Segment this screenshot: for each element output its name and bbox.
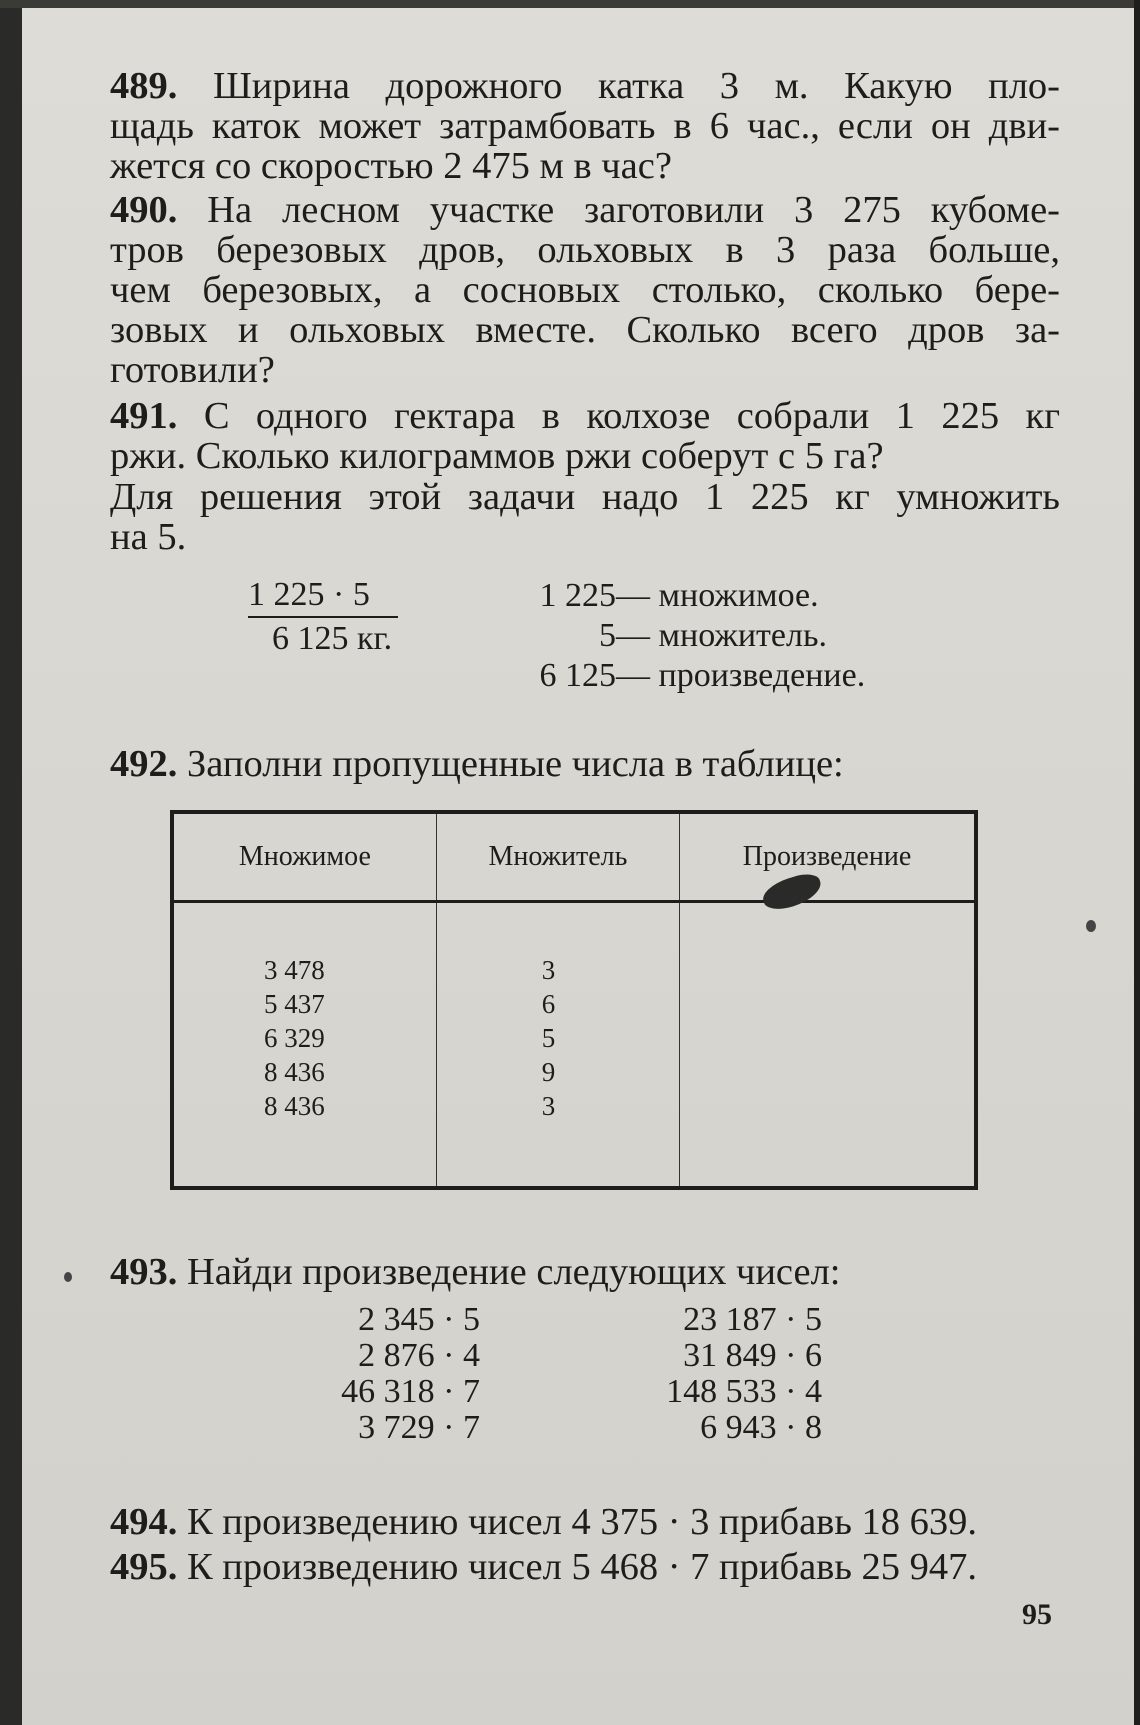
term-value: 5	[599, 617, 616, 654]
term-label: — множитель.	[616, 617, 827, 654]
product-column-empty	[680, 902, 976, 1189]
problem-490-line-3: чем березовых, а сосновых столько, сколько бере-	[110, 269, 1060, 311]
problem-495-text: К произведению чисел 5 468 · 7 прибавь 25 947.	[187, 1546, 978, 1588]
product-expression: 23 187 · 5	[683, 1301, 822, 1338]
problem-490-text-1: На лесном участке заготовили 3 275 кубоме-	[207, 189, 1060, 231]
table-cell: 3	[541, 955, 556, 985]
problem-491	[110, 396, 1060, 476]
term-definitions	[526, 576, 865, 696]
table-cell: 5 437	[264, 989, 325, 1019]
table-cell: 8 436	[264, 1057, 325, 1087]
problem-489-line-1	[110, 66, 1060, 106]
problem-491-explain-1: Для решения этой задачи надо 1 225 кг умножить	[110, 476, 1060, 518]
multiplier-column	[436, 902, 679, 1189]
example-rule	[248, 616, 398, 618]
product-expression: 6 943 · 8	[700, 1409, 822, 1446]
header-multiplier: Множитель	[436, 812, 679, 902]
term-value: 6 125	[539, 657, 616, 694]
problem-490-line-1	[110, 190, 1060, 230]
table-cell: 3	[541, 1091, 556, 1121]
scan-edge-left	[0, 0, 22, 1725]
problem-492-number: 492.	[110, 743, 178, 785]
problem-493	[110, 1250, 841, 1294]
problem-489-text-1: Ширина дорожного катка 3 м. Какую пло-	[212, 65, 1060, 107]
products-left-column	[341, 1302, 480, 1446]
table-cell: 3 478	[264, 955, 325, 985]
example-result: 6 125 кг.	[272, 620, 393, 657]
problem-491-explanation	[110, 477, 1060, 557]
problem-495	[110, 1545, 977, 1589]
problem-492-text: Заполни пропущенные числа в таблице:	[187, 743, 844, 785]
scan-edge-right	[1134, 0, 1140, 1725]
problem-494-text: К произведению чисел 4 375 · 3 прибавь 18 639.	[187, 1501, 978, 1543]
problem-494-number: 494.	[110, 1501, 178, 1543]
product-expression: 2 876 · 4	[358, 1337, 480, 1374]
problem-489	[110, 66, 1060, 186]
example-expression: 1 225 · 5	[248, 576, 370, 613]
problem-494	[110, 1500, 977, 1544]
table-cell: 6	[541, 989, 556, 1019]
multiplication-table	[170, 810, 978, 1190]
problem-491-explain-2: на 5.	[110, 516, 187, 558]
problem-490-line-2: тров березовых дров, ольховых в 3 раза больше,	[110, 229, 1060, 271]
product-expression: 148 533 · 4	[666, 1373, 822, 1410]
table-cell: 9	[541, 1057, 556, 1087]
scan-edge-top	[0, 0, 1140, 8]
problem-489-line-2: щадь каток может затрамбовать в 6 час., если он дви-	[110, 105, 1060, 147]
problem-489-number: 489.	[110, 65, 178, 107]
problem-490-line-5: готовили?	[110, 349, 275, 391]
table-cell: 6 329	[264, 1023, 325, 1053]
problem-490-number: 490.	[110, 189, 178, 231]
header-multiplicand: Множимое	[172, 812, 436, 902]
table-cell: 8 436	[264, 1091, 325, 1121]
multiplication-example	[248, 576, 398, 658]
product-expression: 46 318 · 7	[341, 1373, 480, 1410]
term-row	[526, 656, 865, 696]
product-expression: 3 729 · 7	[358, 1409, 480, 1446]
table-header-row	[172, 812, 976, 902]
header-product: Произведение	[680, 812, 976, 902]
term-value: 1 225	[539, 577, 616, 614]
product-expression: 2 345 · 5	[358, 1301, 480, 1338]
multiplicand-column	[172, 902, 436, 1189]
problem-490-line-4: зовых и ольховых вместе. Сколько всего дров за-	[110, 309, 1060, 351]
problem-491-line-2: ржи. Сколько килограммов ржи соберут с 5 га?	[110, 435, 884, 477]
page-number: 95	[1022, 1598, 1052, 1631]
problem-491-number: 491.	[110, 395, 178, 437]
scan-speck	[1086, 920, 1096, 932]
product-expression: 31 849 · 6	[683, 1337, 822, 1374]
problem-491-text-1: С одного гектара в колхозе собрали 1 225 кг	[203, 395, 1061, 437]
scan-speck	[64, 1272, 72, 1282]
term-row	[526, 616, 865, 656]
products-right-column	[666, 1302, 822, 1446]
term-row	[526, 576, 865, 616]
problem-495-number: 495.	[110, 1546, 178, 1588]
term-label: — множимое.	[616, 577, 819, 614]
problem-489-line-3: жется со скоростью 2 475 м в час?	[110, 145, 672, 187]
problem-492	[110, 742, 844, 786]
table-body-row	[172, 902, 976, 1189]
problem-491-line-1	[110, 396, 1060, 436]
problem-493-number: 493.	[110, 1251, 178, 1293]
table-cell: 5	[541, 1023, 556, 1053]
problem-490	[110, 190, 1060, 390]
term-label: — произведение.	[616, 657, 866, 694]
problem-493-text: Найди произведение следующих чисел:	[187, 1251, 841, 1293]
